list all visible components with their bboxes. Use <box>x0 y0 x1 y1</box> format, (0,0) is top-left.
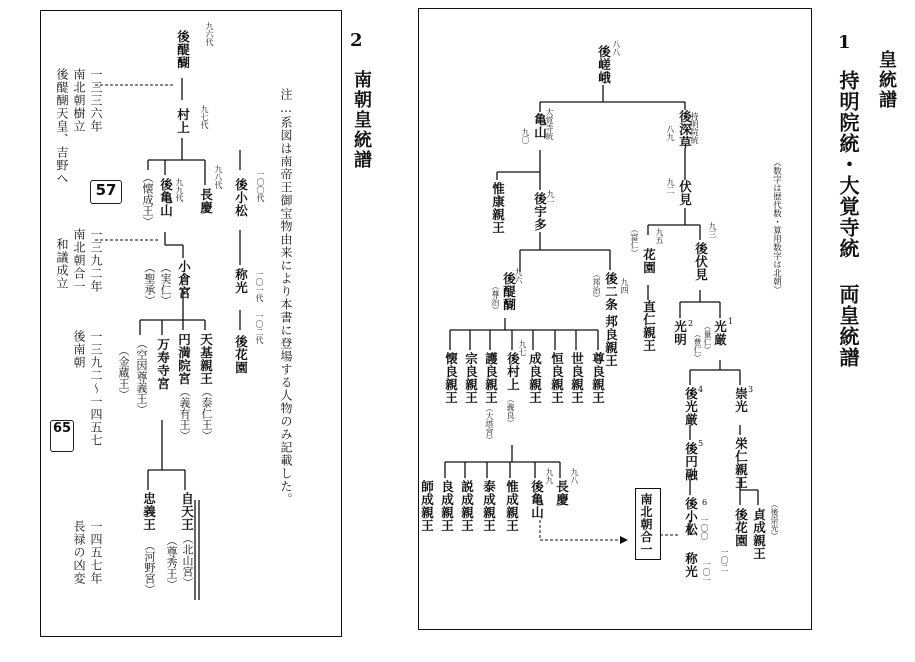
sc-kuin: （空因尊義王） <box>135 338 148 415</box>
nc-kuniyoshi: 邦良親王 <box>603 315 619 367</box>
timeline-event-peace: 和議成立 <box>55 238 69 290</box>
sc-seisho: （聖承） <box>143 262 156 306</box>
sc-godaigo-gen: 九六代 <box>205 22 214 46</box>
nc-chokei-gen: 九八 <box>570 468 579 484</box>
nc-komyo-gen: 2 <box>688 319 694 328</box>
nc-gokomatsu: 後小松 <box>683 497 699 536</box>
timeline-event-gonancho: 後南朝 <box>72 330 86 369</box>
section-1-number: 1 <box>838 32 853 53</box>
nc-fushimi: 伏見 <box>677 180 693 206</box>
nc-sekinari: 説成親王 <box>459 480 475 532</box>
nc-moriyoshi-ann: （大塔宮） <box>485 404 494 444</box>
handwritten-65: 65 <box>50 420 74 452</box>
nc-gohanazono: 後花園 <box>733 508 749 547</box>
sc-chain-shoko: 称光 <box>233 268 249 294</box>
sc-chain-gokomatsu: 後小松 <box>233 178 249 217</box>
nc-gofukakusa-gen: 八九 <box>666 125 675 141</box>
timeline-year-1336: 一三三六年 <box>89 68 103 133</box>
sc-jiten-ann: （北山宮） <box>181 533 194 588</box>
nc-godaigo-ann: （尊治） <box>491 282 500 314</box>
timeline-year-1392: 一三九二年 <box>89 228 103 293</box>
section-2-title: 南朝皇統譜 <box>351 70 372 170</box>
nc-kogon-gen: 1 <box>728 317 734 326</box>
sc-tadayoshi-ann: （河野宮） <box>143 540 156 595</box>
nc-hanazono-ann: （富仁） <box>630 225 639 257</box>
nc-koreoki: 惟成親王 <box>504 480 520 532</box>
sc-chain-gohanazono: 後花園 <box>233 335 249 374</box>
nc-gouda-gen: 九一 <box>546 190 555 206</box>
section-1-heading: 皇統譜 <box>876 50 897 110</box>
nc-gomurakami-ann: （義良） <box>506 395 515 427</box>
nc-gofushimi: 後伏見 <box>693 242 709 281</box>
nc-yoshihito: 栄仁親王 <box>733 437 749 489</box>
nc-gofukakusa-ann: 持明院統 <box>690 112 699 144</box>
handwritten-57: 57 <box>90 180 122 204</box>
nc-koreyasu: 惟康親王 <box>490 182 506 234</box>
timeline-event-choroku: 長禄の凶変 <box>72 520 86 585</box>
nc-kogon-ann: （量仁） <box>703 322 712 354</box>
nc-sadafusa: 貞成親王 <box>751 508 767 560</box>
nc-kaneyoshi: 懐良親王 <box>443 352 459 404</box>
nc-chokei: 長慶 <box>554 480 570 506</box>
nc-komyo: 光明 <box>672 320 688 346</box>
nc-gofukakusa: 後深草 <box>677 110 693 149</box>
nc-gokameyama-gen: 九九 <box>545 468 554 484</box>
nc-suko: 崇光 <box>733 387 749 413</box>
nc-moriyoshi: 護良親王 <box>483 352 499 404</box>
nc-godaigo: 後醍醐 <box>501 272 517 311</box>
sc-tadayoshi: 忠義王 <box>141 492 157 531</box>
timeline-event-yoshino: 後醍醐天皇、吉野へ <box>55 68 69 185</box>
nc-gokogon-gen: 4 <box>698 385 704 394</box>
sc-gomurakami-gen: 九七代 <box>200 105 209 129</box>
nc-kameyama-ann: 大覚寺統 <box>545 108 554 140</box>
nc-kameyama: 亀山 <box>532 113 548 139</box>
nc-gonijo: 後二条 <box>603 272 619 311</box>
nc-fushimi-gen: 九二 <box>666 178 675 194</box>
nc-gokomatsu-gen: 6 一〇〇 <box>700 498 709 540</box>
sc-chain-gokomatsu-gen: 一〇〇代 <box>256 170 265 202</box>
nc-kameyama-gen: 九〇 <box>521 128 530 144</box>
sc-gomurakami: 村上 <box>175 108 191 134</box>
sc-godaigo: 後醍醐 <box>175 30 191 69</box>
timeline-year-later: 一三九二〜一四五七 <box>89 330 103 447</box>
nc-munenaga: 宗良親王 <box>463 352 479 404</box>
nc-gosaga-gen: 八八 <box>612 40 621 56</box>
nc-shoko: 称光 <box>683 552 699 578</box>
sc-enman-ann: （義有王） <box>178 386 191 441</box>
nc-yoshinari: 良成親王 <box>439 480 455 532</box>
nc-gonijo-gen: 九四 <box>620 278 629 294</box>
sc-gokameyama: 後亀山 <box>158 178 174 217</box>
reunification-label: 南北朝合一 <box>639 493 653 556</box>
sc-tensho-ann: （泰仁王） <box>200 386 213 441</box>
timeline-event-split: 南北朝樹立 <box>72 68 86 133</box>
nc-gomurakami: 後村上 <box>505 352 521 391</box>
nc-gokameyama: 後亀山 <box>529 480 545 519</box>
nc-kogon: 光厳 <box>712 320 728 346</box>
nc-gosaga: 後嵯峨 <box>596 45 612 84</box>
sc-chokei-gen: 九八代 <box>214 165 223 189</box>
sc-chain-shoko-gen: 一〇一代 <box>255 270 264 302</box>
nc-tsunenaga: 恒良親王 <box>549 352 565 404</box>
nc-godaigo-gen: 九六 <box>514 268 523 284</box>
sc-manju: 万寿寺宮 <box>155 338 171 390</box>
nc-suko-gen: 3 <box>748 385 754 394</box>
nc-yasunari: 泰成親王 <box>481 480 497 532</box>
sc-jiten: 自天王 <box>179 492 195 531</box>
sc-enman: 円満院宮 <box>176 333 192 385</box>
nc-komyo-ann: （豊仁） <box>693 330 702 362</box>
nc-nariyoshi: 成良親王 <box>527 352 543 404</box>
sc-chokei: 長慶 <box>198 188 214 214</box>
nc-gonijo-ann: （邦治） <box>592 270 601 302</box>
nc-shoko-gen: 一〇一 <box>702 560 711 584</box>
nc-takanaga: 尊良親王 <box>590 352 606 404</box>
sc-chain-gohanazono-gen: 一〇二代 <box>255 312 264 344</box>
nc-naohito: 直仁親王 <box>641 300 657 352</box>
nc-yoshinaga: 世良親王 <box>569 352 585 404</box>
sc-tensho: 天基親王 <box>198 333 214 385</box>
nc-moronari: 師成親王 <box>419 480 435 532</box>
section-1-title: 持明院統・大覚寺統 両皇統譜 <box>836 70 860 368</box>
sc-gokameyama-gen: 九九代 <box>175 178 184 202</box>
nc-gouda: 後宇多 <box>532 192 548 231</box>
sc-sanehito: （実仁） <box>159 262 172 306</box>
nc-goenyu: 後円融 <box>683 442 699 481</box>
section-1-legend: （数字は歴代数・算用数字は北朝） <box>771 158 782 294</box>
timeline-event-reunify: 南北朝合一 <box>72 228 86 293</box>
nc-hanazono: 花園 <box>641 248 657 274</box>
nc-gohanazono-gen: 一〇二 <box>720 548 729 572</box>
sc-songiou: （尊秀王） <box>165 535 178 590</box>
nc-gokogon: 後光厳 <box>683 387 699 426</box>
nc-goenyu-gen: 5 <box>698 439 704 448</box>
section-2-number: 2 <box>350 30 365 51</box>
sc-kinzo: （金蔵王） <box>117 345 130 400</box>
timeline-year-1457: 一四五七年 <box>89 520 103 585</box>
nc-hanazono-gen: 九五 <box>655 228 664 244</box>
genealogy-footnote: 注…系図は南帝王御宝物由来により本書に登場する人物のみ記載した。 <box>279 88 293 506</box>
nc-sadafusa-ann: （後崇光） <box>770 500 779 540</box>
nc-gofushimi-gen: 九三 <box>708 222 717 238</box>
sc-ogura: 小倉宮 <box>176 260 192 299</box>
nc-gomurakami-gen: 九七 <box>518 340 527 356</box>
sc-kaneyoshi: （懐成王） <box>141 172 154 227</box>
